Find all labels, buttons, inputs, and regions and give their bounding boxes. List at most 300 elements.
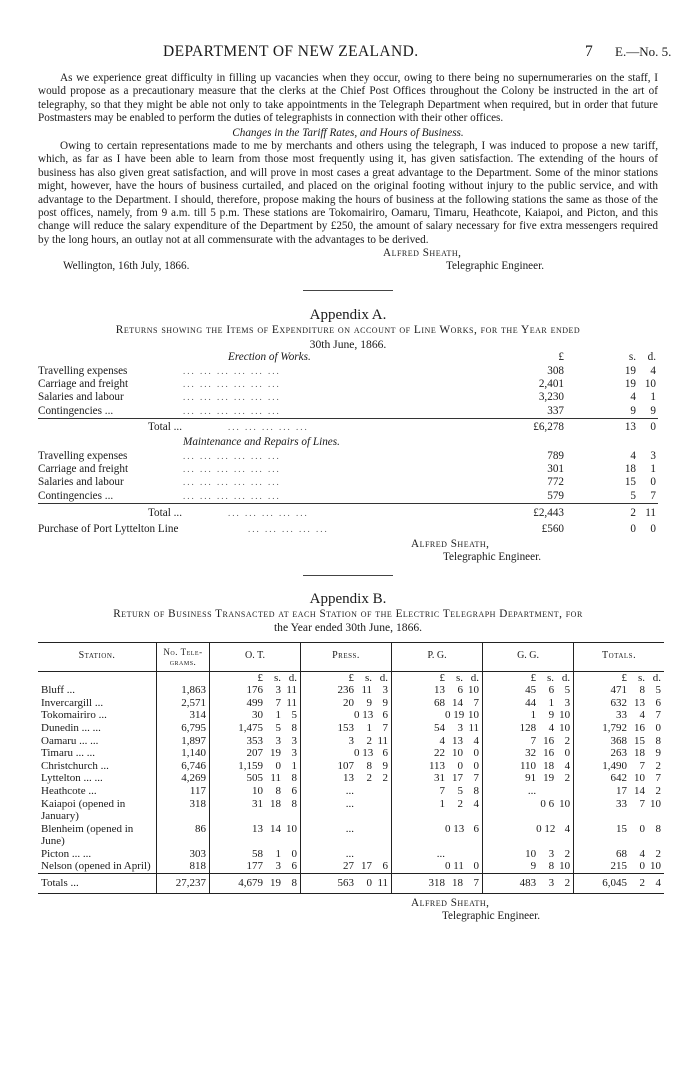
total-label: Total ... [148, 507, 183, 520]
amount-pence: 1 [650, 463, 656, 476]
amount-gg [483, 697, 574, 710]
money-part: 13 [434, 684, 446, 697]
station-name: Nelson (opened in April) [41, 860, 151, 873]
money-part: 8 [473, 784, 480, 797]
money-part: 32 [525, 747, 537, 760]
purchase-row [38, 523, 658, 536]
money-part: 9 [366, 696, 373, 709]
amount-ot [210, 722, 301, 735]
currency-unit: £ [257, 671, 264, 684]
currency-unit: £ [348, 671, 355, 684]
amount-gg [483, 760, 574, 773]
amount-pg [392, 823, 483, 848]
money-part: 2 [382, 772, 389, 785]
money-part: 15 [616, 822, 627, 835]
money-part: 3 [382, 684, 389, 697]
station-name: Timaru ... ... [41, 747, 95, 760]
station-name: Heathcote ... [41, 784, 97, 797]
money-part: 18 [543, 759, 555, 772]
money-part: 11 [286, 684, 298, 697]
money-part: ... [345, 797, 355, 810]
money-part: 2 [564, 877, 571, 890]
amount-tot [574, 798, 664, 823]
expense-label: Contingencies ... [38, 404, 114, 417]
money-part: 0 [639, 822, 645, 835]
amount-press [301, 697, 392, 710]
amount-pounds: 789 [547, 449, 564, 462]
table-row [38, 697, 664, 710]
signatory-name: Alfred Sheath, [411, 896, 490, 909]
amount-press [301, 785, 392, 798]
money-part: 7 [639, 759, 645, 772]
section-heading-row [38, 351, 658, 364]
amount-pence: 10 [644, 378, 656, 391]
money-part: 9 [530, 860, 537, 873]
page-number: 7 [585, 43, 593, 60]
amount-gg [483, 874, 574, 894]
col-station: Station. [38, 642, 157, 671]
money-part: 16 [543, 734, 555, 747]
money-part: 10 [468, 709, 480, 722]
amount-pg [392, 684, 483, 697]
amount-press [301, 747, 392, 760]
amount-pg [392, 772, 483, 785]
expense-row [38, 378, 658, 391]
money-part: 3 [291, 747, 298, 760]
money-part: 499 [246, 696, 264, 709]
amount-tot [574, 772, 664, 785]
amount-pg [392, 785, 483, 798]
amount-press [301, 874, 392, 894]
total-pounds: £2,443 [533, 507, 564, 520]
currency-header-row [38, 671, 664, 684]
appendix-b-title: Appendix B. [309, 590, 387, 607]
money-part: 3 [548, 847, 555, 860]
amount-pence: 4 [650, 364, 656, 377]
money-part: 10 [634, 772, 645, 785]
money-part: 10 [452, 747, 464, 760]
currency-header [392, 671, 483, 684]
table-row [38, 860, 664, 873]
money-part: 13 [452, 734, 464, 747]
pound-header: £ [558, 351, 564, 364]
money-part: 4 [564, 759, 571, 772]
money-part: 17 [452, 772, 464, 785]
total-shillings: 13 [624, 421, 636, 434]
blank-cell [157, 671, 210, 684]
money-part: 30 [252, 709, 264, 722]
money-part: 3 [275, 734, 282, 747]
amount-ot [210, 697, 301, 710]
money-part: 0 19 [445, 709, 465, 722]
amount-press [301, 772, 392, 785]
money-part: 0 12 [536, 822, 556, 835]
total-pence: 0 [650, 421, 656, 434]
amount-ot [210, 735, 301, 748]
money-part: 8 [655, 734, 661, 747]
col-gg: G. G. [483, 642, 574, 671]
money-part: 44 [525, 696, 537, 709]
col-pg: P. G. [392, 642, 483, 671]
col-telegrams: No. Tele-grams. [157, 642, 210, 671]
currency-unit: d. [288, 671, 298, 684]
money-part: 16 [543, 747, 555, 760]
expense-label: Contingencies ... [38, 489, 114, 502]
money-part: 68 [434, 696, 446, 709]
telegram-count: 4,269 [157, 772, 210, 785]
amount-pence: 7 [650, 489, 656, 502]
money-part: 1,792 [602, 721, 627, 734]
station-name: Blenheim (opened in June) [41, 822, 134, 848]
money-part: 19 [543, 772, 555, 785]
expense-label: Carriage and freight [38, 463, 129, 476]
money-part: 7 [473, 696, 480, 709]
money-part: 632 [610, 696, 627, 709]
money-part: 0 [564, 747, 571, 760]
money-part: 7 [655, 772, 661, 785]
money-part: 7 [639, 797, 645, 810]
money-part: 8 [366, 759, 373, 772]
money-part: 54 [434, 721, 446, 734]
station-name: Kaiapoi (opened in January) [41, 797, 126, 823]
money-part: 1 [439, 797, 446, 810]
tariff-paragraph: Owing to certain representations made to me by merchants and others using the telegraph, I was induced to propose a new tariff, which, as far as I have been able to learn from those most frequently using it, has given satisfaction. The extending of the hours of business has also given great satisfaction, and will prove in most cases a great advantage to the Department. Some of the minor stations might, however, have the hours of business curtailed, and placed on the original footing without injury to the public service, and with advantage to the Department. I should, therefore, propose making the hours of business at the following stations the same as those of the post offices, namely, from 9 a.m. till 5 p.m. These stations are Tokomairiro, Oamaru, Timaru, Heathcote, Kaiapoi, and Picton, and this change will reduce the salary expenditure of the Department by £250, the amount of salary necessary for five extra messengers required by the long hours, an outlay not at all commensurate with the advantages to be derived. [38, 140, 658, 246]
money-part: 1,159 [238, 759, 264, 772]
amount-gg [483, 709, 574, 722]
money-part: 4 [548, 721, 555, 734]
money-part: 0 6 [540, 797, 555, 810]
leader-dots: ... ... ... ... ... ... [183, 450, 281, 461]
money-part: 4 [564, 822, 571, 835]
amount-pence: 0 [650, 476, 656, 489]
money-part: 22 [434, 747, 446, 760]
amount-pence: 3 [650, 449, 656, 462]
money-part: 4 [439, 734, 446, 747]
amount-gg [483, 735, 574, 748]
money-part: 17 [616, 784, 627, 797]
money-part: 1,490 [602, 759, 627, 772]
amount-tot [574, 722, 664, 735]
appendix-a-title: Appendix A. [309, 307, 387, 324]
money-part: 10 [525, 847, 537, 860]
leader-dots: ... ... ... ... ... ... [183, 464, 281, 475]
money-part: 0 [639, 860, 645, 873]
amount-pence: 9 [650, 404, 656, 417]
money-part: 0 [366, 877, 373, 890]
telegram-count: 1,140 [157, 747, 210, 760]
amount-ot [210, 709, 301, 722]
money-part: 6 [382, 860, 389, 873]
appendix-b-signature [38, 897, 658, 924]
money-part: 110 [519, 759, 537, 772]
money-part: ... [345, 847, 355, 860]
station-name: Bluff ... [41, 684, 76, 697]
money-part: 4 [639, 847, 645, 860]
money-part: 1 [530, 709, 537, 722]
money-part: 6 [382, 747, 389, 760]
appendix-b-subtitle-1: Return of Business Transacted at each Station of the Electric Telegraph Department, for [113, 607, 583, 620]
table-row [38, 848, 664, 861]
appendix-a-subtitle-2: 30th June, 1866. [309, 337, 387, 351]
amount-pounds: 772 [547, 476, 564, 489]
expense-label: Travelling expenses [38, 449, 128, 462]
money-part: 13 [634, 696, 645, 709]
telegram-count: 818 [157, 860, 210, 873]
money-part: 45 [525, 684, 537, 697]
expense-row [38, 490, 658, 504]
money-part: 505 [246, 772, 264, 785]
purchase-label: Purchase of Port Lyttelton Line [38, 523, 179, 536]
money-part: 91 [525, 772, 537, 785]
amount-shillings: 9 [630, 404, 636, 417]
expense-row [38, 476, 658, 489]
money-part: 2 [655, 847, 661, 860]
money-part: 13 [252, 822, 264, 835]
money-part: 2 [564, 847, 571, 860]
money-part: 9 [548, 709, 555, 722]
amount-press [301, 709, 392, 722]
amount-press [301, 860, 392, 873]
money-part: 33 [616, 797, 627, 810]
amount-pounds: 579 [547, 489, 564, 502]
money-part: 2 [366, 734, 373, 747]
money-part: 10 [559, 860, 571, 873]
amount-pounds: 3,230 [538, 391, 564, 404]
leader-dots: ... ... ... ... ... [248, 524, 329, 535]
table-row [38, 760, 664, 773]
money-part: 6 [291, 784, 298, 797]
money-part: 1 [275, 847, 282, 860]
money-part: 236 [337, 684, 355, 697]
amount-tot [574, 747, 664, 760]
money-part: 17 [361, 860, 373, 873]
currency-unit: s. [637, 671, 645, 684]
amount-pg [392, 760, 483, 773]
money-part: 11 [377, 877, 389, 890]
section-2-total [38, 504, 658, 523]
amount-ot [210, 785, 301, 798]
currency-header [483, 671, 574, 684]
money-part: 7 [439, 784, 446, 797]
running-title: DEPARTMENT OF NEW ZEALAND. [163, 43, 419, 60]
money-part: 10 [559, 721, 571, 734]
money-part: 0 13 [445, 822, 465, 835]
table-row [38, 722, 664, 735]
amount-press [301, 684, 392, 697]
place-date: Wellington, 16th July, 1866. [63, 260, 190, 273]
money-part: 0 [473, 747, 480, 760]
section-1-heading: Erection of Works. [228, 351, 311, 364]
amount-press [301, 798, 392, 823]
amount-ot [210, 823, 301, 848]
table-row [38, 709, 664, 722]
currency-unit: d. [561, 671, 571, 684]
signatory-name: Alfred Sheath, [411, 537, 490, 550]
money-part: 483 [519, 877, 537, 890]
money-part: ... [345, 784, 355, 797]
page-header [0, 0, 700, 60]
telegram-count: 117 [157, 785, 210, 798]
total-label: Total ... [148, 421, 183, 434]
money-part: 2 [366, 772, 373, 785]
shilling-header: s. [628, 351, 636, 364]
station-name: Picton ... ... [41, 847, 92, 860]
amount-ot [210, 747, 301, 760]
amount-pounds: 301 [547, 463, 564, 476]
table-row [38, 772, 664, 785]
money-part: 0 [473, 759, 480, 772]
amount-ot [210, 772, 301, 785]
telegram-count: 303 [157, 848, 210, 861]
money-part: 368 [610, 734, 627, 747]
telegram-count: 318 [157, 798, 210, 823]
money-part: 0 [291, 847, 298, 860]
page-body [38, 72, 661, 924]
tariff-heading: Changes in the Tariff Rates, and Hours of Business. [232, 126, 464, 139]
money-part: 10 [468, 684, 480, 697]
money-part: 31 [252, 797, 264, 810]
money-part: 18 [452, 877, 464, 890]
money-part: 6 [548, 684, 555, 697]
pence-header: d. [647, 351, 656, 364]
money-part: 18 [634, 747, 645, 760]
money-part: 8 [275, 784, 282, 797]
station-name: Lyttelton ... ... [41, 772, 103, 785]
amount-tot [574, 860, 664, 873]
amount-gg [483, 772, 574, 785]
document-code: E.—No. 5. [615, 44, 672, 59]
amount-ot [210, 874, 301, 894]
money-part: 113 [428, 759, 446, 772]
money-part: 107 [337, 759, 355, 772]
money-part: 8 [548, 860, 555, 873]
money-part: 9 [655, 747, 661, 760]
currency-unit: s. [456, 671, 464, 684]
money-part: 68 [616, 847, 627, 860]
money-part: 8 [655, 822, 661, 835]
amount-press [301, 735, 392, 748]
money-part: 0 [655, 721, 661, 734]
amount-shillings: 18 [624, 463, 636, 476]
amount-gg [483, 684, 574, 697]
amount-shillings: 19 [624, 364, 636, 377]
money-part: 1 [275, 709, 282, 722]
money-part: 8 [291, 721, 298, 734]
leader-dots: ... ... ... ... ... ... [183, 392, 281, 403]
currency-unit: s. [547, 671, 555, 684]
divider [303, 290, 393, 291]
money-part: 3 [564, 696, 571, 709]
signature-block [38, 247, 658, 274]
money-part: 6 [655, 696, 661, 709]
money-part: 563 [337, 877, 355, 890]
money-part: 2 [655, 759, 661, 772]
amount-tot [574, 785, 664, 798]
amount-ot [210, 798, 301, 823]
amount-press [301, 722, 392, 735]
amount-shillings: 4 [630, 391, 636, 404]
money-part: 7 [473, 772, 480, 785]
money-part: 58 [252, 847, 264, 860]
leader-dots: ... ... ... ... ... [228, 422, 309, 433]
money-part: 14 [634, 784, 645, 797]
money-part: 1 [548, 696, 555, 709]
amount-tot [574, 823, 664, 848]
money-part: 10 [252, 784, 264, 797]
money-part: 2 [564, 772, 571, 785]
money-part: 1 [291, 759, 298, 772]
station-name: Totals ... [38, 874, 157, 894]
table-row [38, 747, 664, 760]
purchase-pounds: £560 [541, 523, 564, 536]
table-row [38, 798, 664, 823]
money-part: 18 [270, 797, 282, 810]
currency-unit: £ [530, 671, 537, 684]
amount-ot [210, 684, 301, 697]
money-part: 3 [291, 734, 298, 747]
money-part: 3 [457, 721, 464, 734]
amount-pg [392, 848, 483, 861]
telegram-count: 314 [157, 709, 210, 722]
money-part: 0 11 [445, 860, 464, 873]
money-part: 13 [343, 772, 355, 785]
money-part: 3 [548, 877, 555, 890]
station-name: Christchurch ... [41, 759, 109, 772]
amount-pounds: 308 [547, 364, 564, 377]
money-part: 471 [610, 684, 627, 697]
telegram-count: 6,795 [157, 722, 210, 735]
money-part: 11 [468, 721, 480, 734]
money-part: 8 [291, 797, 298, 810]
money-part: 15 [634, 734, 645, 747]
currency-header [210, 671, 301, 684]
money-part: 10 [559, 797, 571, 810]
telegram-count: 1,897 [157, 735, 210, 748]
amount-pg [392, 874, 483, 894]
money-part: 10 [650, 860, 661, 873]
expense-label: Travelling expenses [38, 364, 128, 377]
money-part: 9 [382, 696, 389, 709]
money-part: 14 [270, 822, 282, 835]
money-part: 5 [655, 684, 661, 697]
money-part: 4,679 [238, 877, 264, 890]
money-part: 153 [337, 721, 355, 734]
expense-label: Salaries and labour [38, 391, 124, 404]
purchase-pence: 0 [650, 523, 656, 536]
leader-dots: ... ... ... ... ... ... [183, 405, 281, 416]
currency-unit: s. [273, 671, 282, 684]
money-part: 10 [559, 709, 571, 722]
money-part: 8 [639, 684, 645, 697]
amount-tot [574, 735, 664, 748]
money-part: 2 [564, 734, 571, 747]
money-part: 2 [655, 784, 661, 797]
money-part: 4 [639, 709, 645, 722]
signatory-name: Alfred Sheath, [383, 247, 462, 260]
money-part: 33 [616, 709, 627, 722]
money-part: 19 [270, 747, 282, 760]
amount-tot [574, 874, 664, 894]
money-part: 176 [246, 684, 264, 697]
table-row [38, 735, 664, 748]
total-pounds: £6,278 [533, 421, 564, 434]
table-row [38, 785, 664, 798]
expense-row [38, 365, 658, 378]
money-part: 8 [291, 877, 298, 890]
money-part: 10 [286, 822, 298, 835]
money-part: ... [436, 847, 446, 860]
appendix-b-subtitle-2: the Year ended 30th June, 1866. [273, 621, 423, 635]
